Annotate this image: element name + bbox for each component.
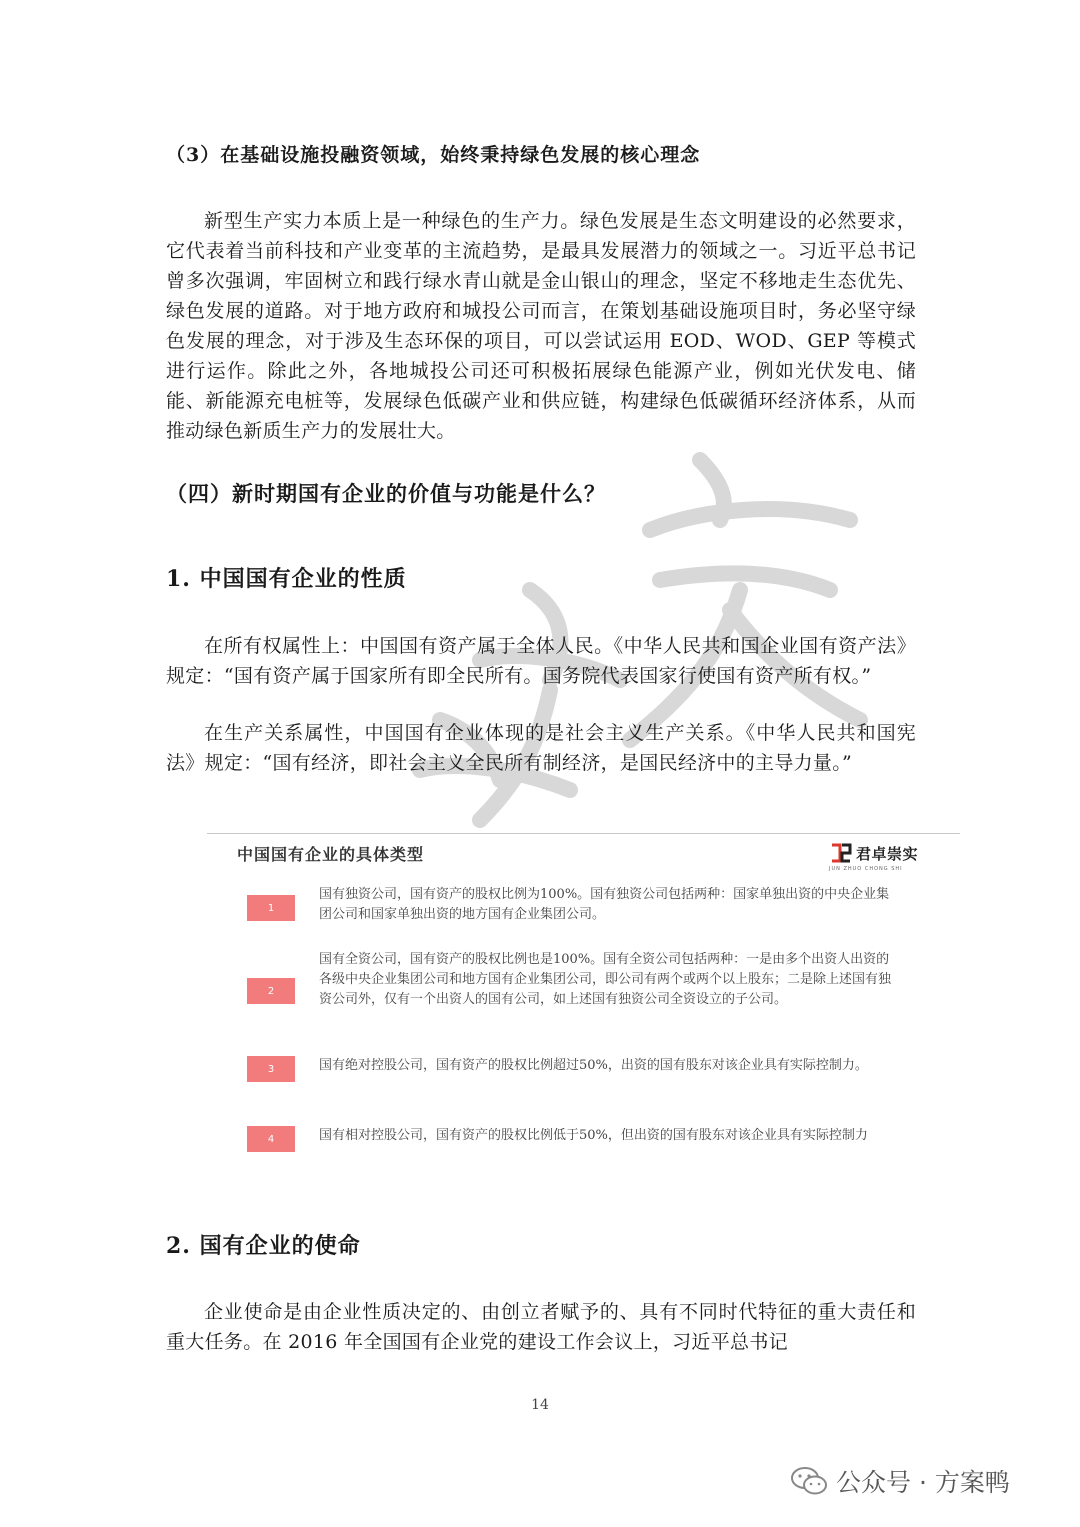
type-number-badge: 3 <box>247 1056 295 1082</box>
type-description: 国有独资公司，国有资产的股权比例为100%。国有独资公司包括两种：国家单独出资的中央企业集团公司和国家单独出资的地方国有企业集团公司。 <box>319 887 890 922</box>
section-heading-4: （四）新时期国有企业的价值与功能是什么？ <box>166 481 606 506</box>
page-number: 14 <box>531 1397 549 1413</box>
mission-paragraph: 企业使命是由企业性质决定的、由创立者赋予的、具有不同时代特征的重大责任和重大任务。在 2016 年全国国有企业党的建设工作会议上，习近平总书记 <box>166 1301 916 1353</box>
logo-mark-icon <box>829 842 853 864</box>
type-number-badge: 1 <box>247 895 295 921</box>
type-description: 国有绝对控股公司，国有资产的股权比例超过50%，出资的国有股东对该企业具有实际控制力。 <box>319 1058 868 1073</box>
subheading-mission: 2. 国有企业的使命 <box>166 1233 361 1259</box>
figure-top-rule <box>207 833 960 834</box>
wechat-icon <box>790 1466 828 1496</box>
type-description: 国有全资公司，国有资产的股权比例也是100%。国有全资公司包括两种：一是由多个出资人出资的各级中央企业集团公司和地方国有企业集团公司，即公司有两个或两个以上股东；二是除上述国有独资公司外，仅有一个出资人的国有公司，如上述国有独资公司全资设立的子公司。 <box>319 952 892 1007</box>
wechat-footer <box>790 1463 1010 1499</box>
green-development-paragraph: 新型生产实力本质上是一种绿色的生产力。绿色发展是生态文明建设的必然要求，它代表着当前科技和产业变革的主流趋势，是最具发展潜力的领域之一。习近平总书记曾多次强调，牢固树立和践行绿水青山就是金山银山的理念，坚定不移地走生态优先、绿色发展的道路。对于地方政府和城投公司而言，在策划基础设施项目时，务必坚守绿色发展的理念，对于涉及生态环保的项目，可以尝试运用 EOD、WOD、GEP 等模式进行运作。除此之外，各地城投公司还可积极拓展绿色能源产业，例如光伏发电、储能、新能源充电桩等，发展绿色低碳产业和供应链，构建绿色低碳循环经济体系，从而推动绿色新质生产力的发展壮大。 <box>166 210 916 442</box>
production-relation-paragraph: 在生产关系属性，中国国有企业体现的是社会主义生产关系。《中华人民共和国宪法》规定：“国有经济，即社会主义全民所有制经济，是国民经济中的主导力量。” <box>166 722 916 774</box>
type-description: 国有相对控股公司，国有资产的股权比例低于50%，但出资的国有股东对该企业具有实际控制力 <box>319 1128 868 1143</box>
logo-subtext: JUN ZHUO CHONG SHI <box>829 866 903 872</box>
footer-text: 公众号 · 方案鸭 <box>836 1468 1010 1497</box>
figure-title: 中国国有企业的具体类型 <box>237 845 425 864</box>
enterprise-types-figure <box>207 830 960 1170</box>
logo-text: 君卓崇实 <box>856 844 919 863</box>
type-number-badge: 2 <box>247 978 295 1004</box>
subheading-nature: 1. 中国国有企业的性质 <box>166 566 407 592</box>
ownership-paragraph: 在所有权属性上：中国国有资产属于全体人民。《中华人民共和国企业国有资产法》规定：“国有资产属于国家所有即全民所有。国务院代表国家行使国有资产所有权。” <box>166 635 916 687</box>
type-number-badge: 4 <box>247 1126 295 1152</box>
company-logo <box>829 842 919 872</box>
section-heading-3: （3）在基础设施投融资领域，始终秉持绿色发展的核心理念 <box>166 144 701 166</box>
